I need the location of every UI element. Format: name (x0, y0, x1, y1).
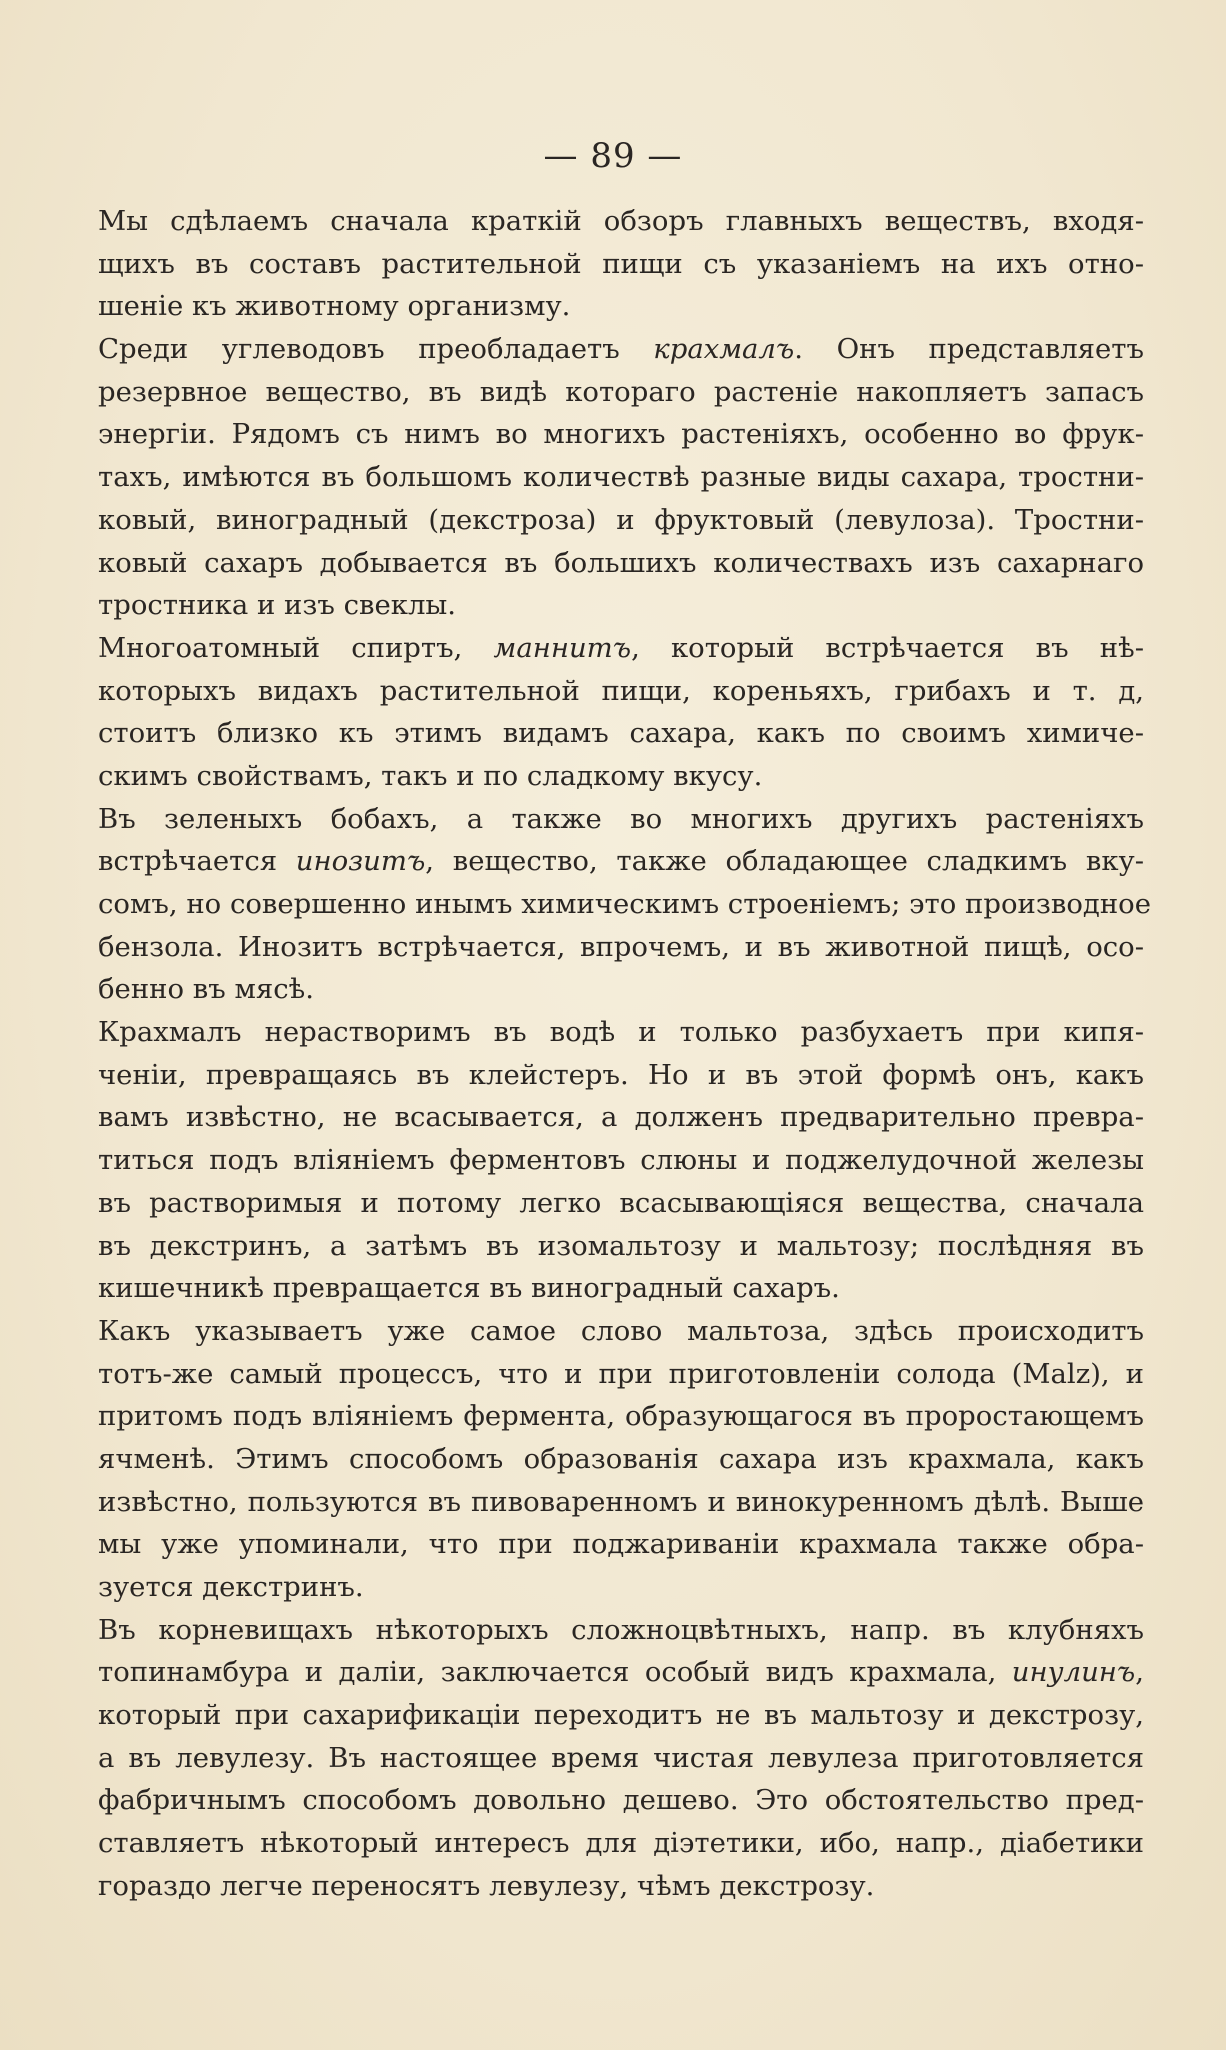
text-segment: шеніе къ животному организму. (98, 290, 571, 323)
text-line (98, 968, 1144, 1011)
text-segment: которыхъ видахъ растительной пищи, кореньяхъ, грибахъ и т. д, (98, 674, 1144, 707)
text-segment: Какъ указываетъ уже самое слово мальтоза, здѣсь происходитъ (98, 1314, 1144, 1347)
text-segment: Въ зеленыхъ бобахъ, а также во многихъ другихъ растеніяхъ (98, 802, 1144, 835)
text-segment: зуется декстринъ. (98, 1571, 364, 1603)
text-line (98, 1139, 1144, 1182)
text-line (98, 1865, 1144, 1908)
italic-term: крахмалъ (653, 333, 795, 366)
text-segment: , который встрѣчается въ нѣ- (631, 631, 1144, 664)
text-line (98, 200, 1144, 243)
text-line (98, 1182, 1144, 1225)
text-segment: Мы сдѣлаемъ сначала краткій обзоръ главныхъ веществъ, входя- (98, 205, 1144, 237)
body-text (98, 200, 1152, 1908)
text-segment: притомъ подъ вліяніемъ фермента, образующагося въ проростающемъ (98, 1400, 1144, 1433)
text-line (98, 1566, 1144, 1609)
text-segment: Многоатомный спиртъ, (98, 631, 494, 664)
text-segment: , (1135, 1656, 1144, 1689)
text-line (98, 328, 1144, 371)
paragraph (98, 200, 1144, 328)
text-line (98, 1438, 1144, 1481)
text-segment: топинамбура и даліи, заключается особый видъ крахмала, (98, 1656, 1012, 1689)
text-segment: титься подъ вліяніемъ ферментовъ слюны и поджелудочной железы (98, 1144, 1144, 1177)
text-line (98, 1395, 1144, 1438)
text-line (98, 1737, 1144, 1780)
paragraph (98, 328, 1144, 627)
paragraph (98, 1609, 1144, 1908)
text-line (98, 755, 1144, 798)
text-line (98, 1694, 1144, 1737)
text-line (98, 1609, 1144, 1652)
text-segment: тростника и изъ свеклы. (98, 589, 457, 622)
text-segment: Въ корневищахъ нѣкоторыхъ сложноцвѣтныхъ, напр. въ клубняхъ (98, 1613, 1144, 1646)
text-segment: , вещество, также обладающее сладкимъ вку- (425, 845, 1144, 878)
paragraph (98, 1310, 1144, 1609)
text-segment: кишечникѣ превращается въ виноградный сахаръ. (98, 1272, 840, 1305)
italic-term: инозитъ (295, 845, 426, 878)
text-segment: бензола. Инозитъ встрѣчается, впрочемъ, и въ животной пищѣ, осо- (98, 930, 1144, 963)
text-line (98, 542, 1144, 585)
text-segment: энергіи. Рядомъ съ нимъ во многихъ растеніяхъ, особенно во фрук- (98, 418, 1144, 451)
text-segment: ковый сахаръ добывается въ большихъ количествахъ изъ сахарнаго (98, 546, 1144, 579)
text-line (98, 584, 1144, 627)
text-line (98, 1481, 1144, 1524)
page-number: — 89 — (543, 136, 683, 176)
text-line (98, 456, 1144, 499)
text-line (98, 1267, 1144, 1310)
text-line (98, 285, 1144, 328)
paragraph (98, 798, 1152, 1011)
text-line (98, 840, 1144, 883)
text-segment: а въ левулезу. Въ настоящее время чистая левулеза приготовляется (98, 1741, 1144, 1774)
text-line (98, 1011, 1144, 1054)
text-segment: тахъ, имѣются въ большомъ количествѣ разные виды сахара, тростни- (98, 461, 1144, 494)
text-segment: вамъ извѣстно, не всасывается, а долженъ предварительно превра- (98, 1101, 1144, 1134)
text-line (98, 1822, 1144, 1865)
italic-term: маннитъ (493, 631, 632, 664)
text-segment: щихъ въ составъ растительной пищи съ указаніемъ на ихъ отно- (98, 247, 1144, 280)
text-segment: ставляетъ нѣкоторый интересъ для діэтетики, ибо, напр., діабетики (98, 1827, 1144, 1860)
text-line (98, 883, 1152, 926)
text-line (98, 1779, 1144, 1822)
text-line (98, 243, 1144, 286)
text-segment: въ растворимыя и потому легко всасывающіяся вещества, сначала (98, 1186, 1144, 1219)
text-segment: скимъ свойствамъ, такъ и по сладкому вкусу. (98, 759, 763, 792)
text-segment: резервное вещество, въ видѣ котораго растеніе накопляетъ запасъ (98, 375, 1144, 408)
text-line (98, 1523, 1144, 1566)
text-line (98, 1353, 1144, 1396)
text-line (98, 1310, 1144, 1353)
text-segment: тотъ-же самый процессъ, что и при приготовленіи солода (Malz), и (98, 1357, 1144, 1390)
paragraph (98, 627, 1144, 798)
text-line (98, 499, 1144, 542)
text-segment: Среди углеводовъ преобладаетъ (98, 333, 654, 366)
text-line (98, 371, 1144, 414)
text-segment: стоитъ близко къ этимъ видамъ сахара, какъ по своимъ химиче- (98, 717, 1144, 750)
paragraph (98, 1011, 1144, 1310)
text-line (98, 712, 1144, 755)
text-segment: въ декстринъ, а затѣмъ въ изомальтозу и мальтозу; послѣдняя въ (98, 1229, 1144, 1262)
text-line (98, 926, 1144, 969)
text-segment: сомъ, но совершенно инымъ химическимъ строеніемъ; это производное (98, 888, 1152, 920)
text-line (98, 1054, 1144, 1097)
italic-term: инулинъ (1011, 1656, 1136, 1689)
text-segment: встрѣчается (98, 845, 296, 878)
text-segment: ченіи, превращаясь въ клейстеръ. Но и въ этой формѣ онъ, какъ (98, 1058, 1144, 1091)
text-line (98, 1651, 1144, 1694)
text-segment: ковый, виноградный (декстроза) и фруктовый (левулоза). Тростни- (98, 503, 1144, 536)
text-segment: гораздо легче переносятъ левулезу, чѣмъ декстрозу. (98, 1869, 875, 1902)
text-segment: фабричнымъ способомъ довольно дешево. Это обстоятельство пред- (98, 1784, 1144, 1817)
text-segment: бенно въ мясѣ. (98, 973, 314, 1006)
text-line (98, 627, 1144, 670)
text-segment: мы уже упоминали, что при поджариваніи крахмала также обра- (98, 1528, 1144, 1561)
text-segment: . Онъ представляетъ (794, 333, 1144, 366)
text-segment: Крахмалъ нерастворимъ въ водѣ и только разбухаетъ при кипя- (98, 1016, 1144, 1049)
text-segment: извѣстно, пользуются въ пивоваренномъ и винокуренномъ дѣлѣ. Выше (98, 1485, 1144, 1518)
text-line (98, 1096, 1144, 1139)
text-segment: который при сахарификаціи переходитъ не въ мальтозу и декстрозу, (98, 1699, 1144, 1732)
text-line (98, 798, 1144, 841)
text-line (98, 670, 1144, 713)
text-segment: ячменѣ. Этимъ способомъ образованія сахара изъ крахмала, какъ (98, 1442, 1144, 1475)
text-line (98, 413, 1144, 456)
text-line (98, 1225, 1144, 1268)
